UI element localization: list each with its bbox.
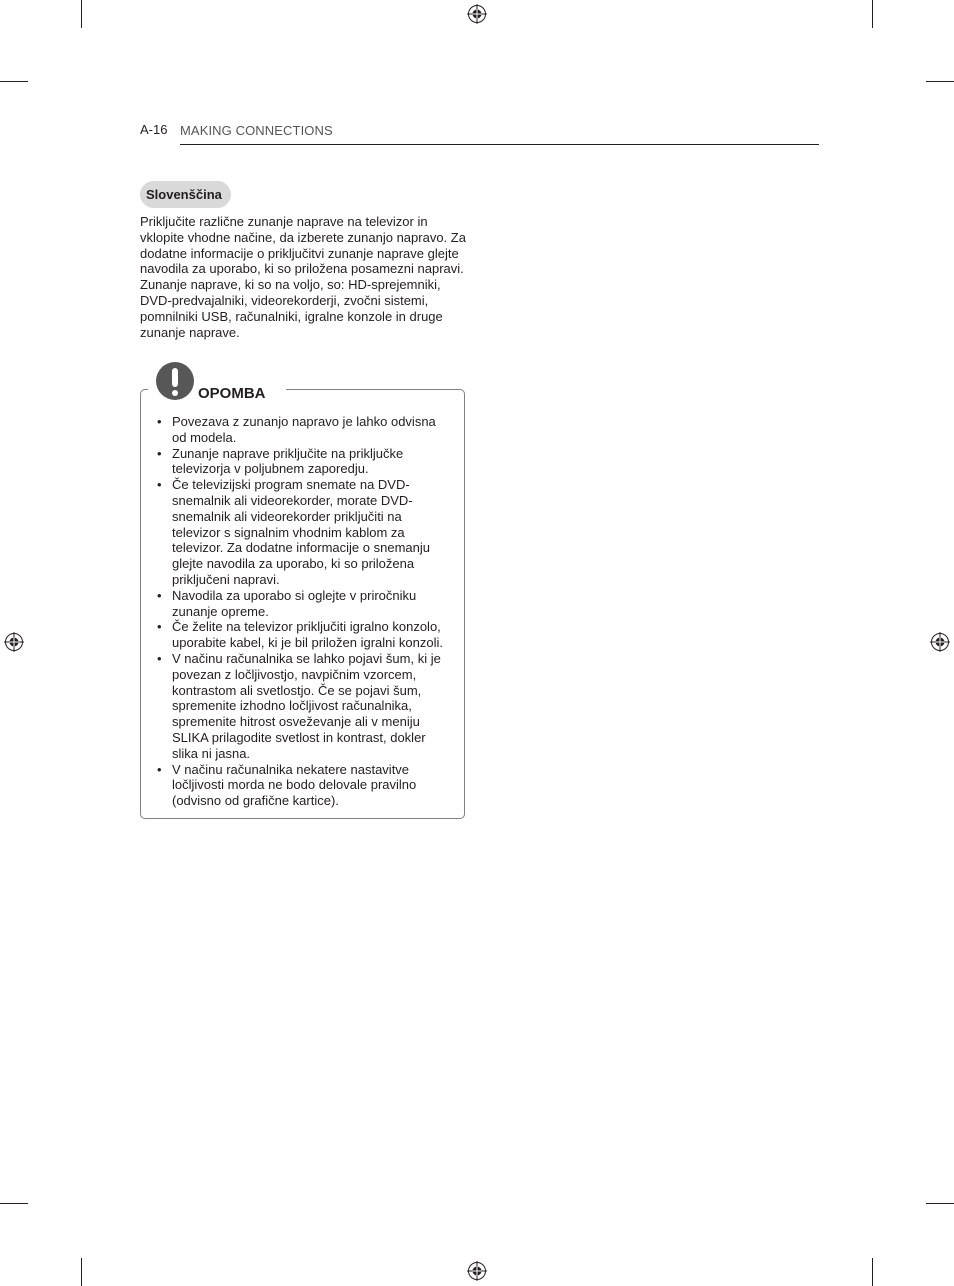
header-divider <box>180 144 819 145</box>
intro-paragraph: Zunanje naprave, ki so na voljo, so: HD-sprejemniki, DVD-predvajalniki, videorekorderji, zvočni sistemi, pomnilniki USB, računalniki, igralne konzole in druge zunanje naprave. <box>140 277 443 340</box>
note-item: • Povezava z zunanjo napravo je lahko odvisna od modela. <box>157 414 453 446</box>
crop-mark <box>0 1203 28 1204</box>
note-item: • Zunanje naprave priključite na priključke televizorja v poljubnem zaporedju. <box>157 446 453 478</box>
note-item: • V načinu računalnika se lahko pojavi šum, ki je povezan z ločljivostjo, navpičnim vzorcem, kontrastom ali svetlostjo. Če se pojavi šum, spremenite izhodno ločljivost računalnika, spremenite hitrost osveževanje ali v meniju SLIKA prilagodite svetlost in kontrast, dokler slika ni jasna. <box>157 651 453 762</box>
exclamation-icon <box>156 362 194 400</box>
crop-mark <box>81 0 82 28</box>
crop-mark <box>926 81 954 82</box>
page-number: A-16 <box>140 122 168 137</box>
intro-paragraph: Priključite različne zunanje naprave na televizor in vklopite vhodne načine, da izberete zunanjo napravo. Za dodatne informacije o priključitvi zunanje naprave glejte navodila za uporabo, ki so priložena posamezni napravi. <box>140 214 466 277</box>
registration-mark-icon <box>467 4 487 24</box>
note-item: • V načinu računalnika nekatere nastavitve ločljivosti morda ne bodo delovale pravilno (odvisno od grafične kartice). <box>157 762 453 809</box>
note-item: • Če televizijski program snemate na DVD-snemalnik ali videorekorder, morate DVD-snemalnik ali videorekorder priključiti na televizor s signalnim vhodnim kablom za televizor. Za dodatne informacije o snemanju glejte navodila za uporabo, ki so priložena priključeni napravi. <box>157 477 453 588</box>
crop-mark <box>872 0 873 28</box>
note-list <box>157 414 453 809</box>
section-title: MAKING CONNECTIONS <box>180 123 333 138</box>
note-item: • Navodila za uporabo si oglejte v priročniku zunanje opreme. <box>157 588 453 620</box>
intro-text <box>140 214 470 340</box>
note-item: • Če želite na televizor priključiti igralno konzolo, uporabite kabel, ki je bil priložen igralni konzoli. <box>157 619 453 651</box>
note-title: OPOMBA <box>198 385 266 402</box>
registration-mark-icon <box>467 1261 487 1281</box>
crop-mark <box>872 1258 873 1286</box>
registration-mark-icon <box>4 632 24 652</box>
language-label: Slovenščina <box>140 181 231 208</box>
crop-mark <box>926 1203 954 1204</box>
crop-mark <box>0 81 28 82</box>
registration-mark-icon <box>930 632 950 652</box>
crop-mark <box>81 1258 82 1286</box>
